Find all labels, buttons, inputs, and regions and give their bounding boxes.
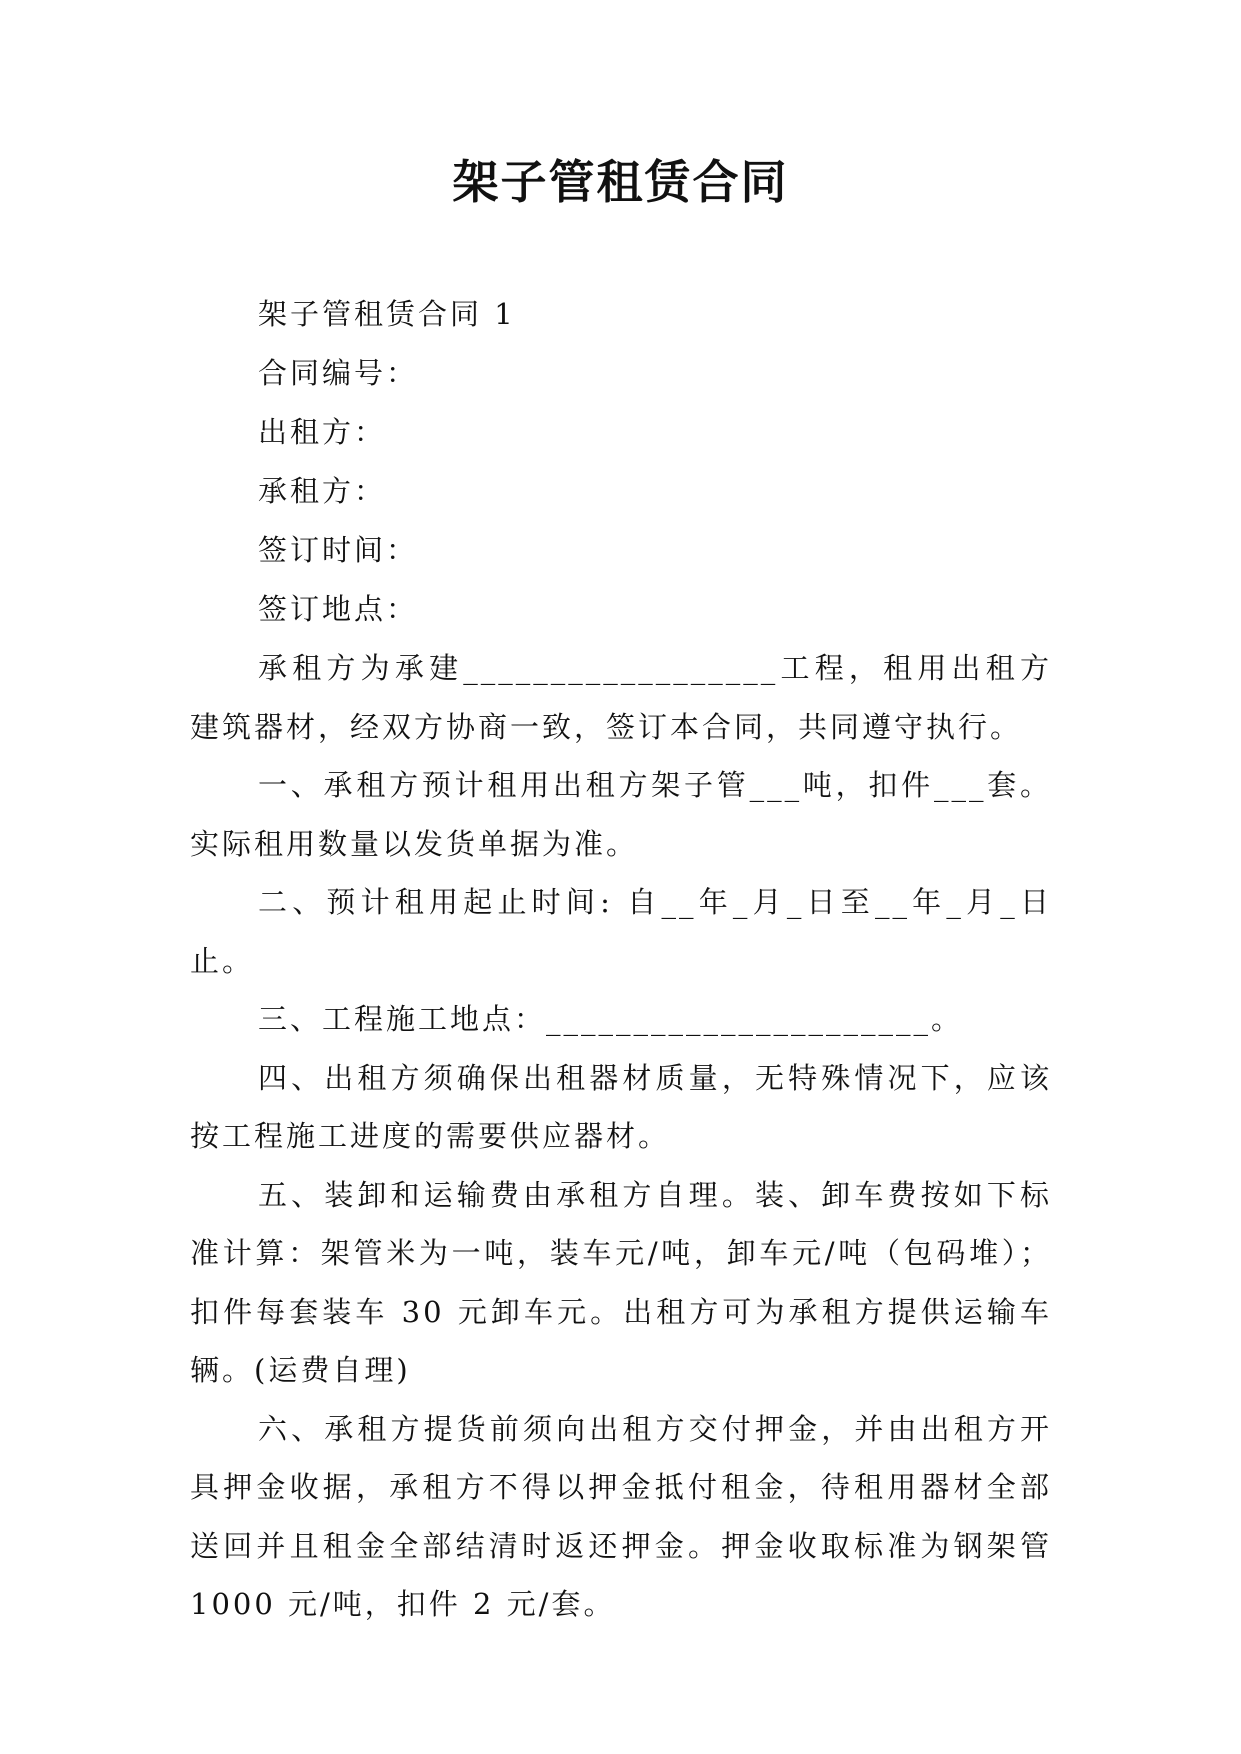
clause-4: 四、出租方须确保出租器材质量，无特殊情况下，应该按工程施工进度的需要供应器材。: [190, 1060, 1052, 1153]
intro-paragraph: 承租方为承建__________________工程，租用出租方建筑器材，经双方协商一致，签订本合同，共同遵守执行。: [190, 651, 1052, 744]
document-title: 架子管租赁合同: [452, 155, 789, 209]
clause-5: 五、装卸和运输费由承租方自理。装、卸车费按如下标准计算：架管米为一吨，装车元/吨，卸车元/吨（包码堆）；扣件每套装车 30 元卸车元。出租方可为承租方提供运输车辆。(运费自理): [190, 1177, 1052, 1387]
document-body: [190, 285, 1052, 1634]
signing-time-field: 签订时间：: [258, 533, 419, 567]
clause-2: 二、预计租用起止时间: 自__年_月_日至__年_月_日止。: [190, 885, 1052, 978]
signing-place-field: 签订地点：: [258, 592, 419, 626]
contract-subtitle: 架子管租赁合同 1: [258, 297, 516, 331]
lessor-field: 出租方：: [258, 415, 387, 449]
contract-number-field: 合同编号：: [258, 356, 419, 390]
clause-6: 六、承租方提货前须向出租方交付押金，并由出租方开具押金收据，承租方不得以押金抵付租金，待租用器材全部送回并且租金全部结清时返还押金。押金收取标准为钢架管 1000 元/吨，扣件 2 元/套。: [190, 1411, 1052, 1621]
clause-3: 三、工程施工地点：______________________。: [258, 1002, 964, 1036]
clause-1: 一、承租方预计租用出租方架子管___吨，扣件___套。实际租用数量以发货单据为准。: [190, 768, 1052, 861]
lessee-field: 承租方：: [258, 474, 387, 508]
